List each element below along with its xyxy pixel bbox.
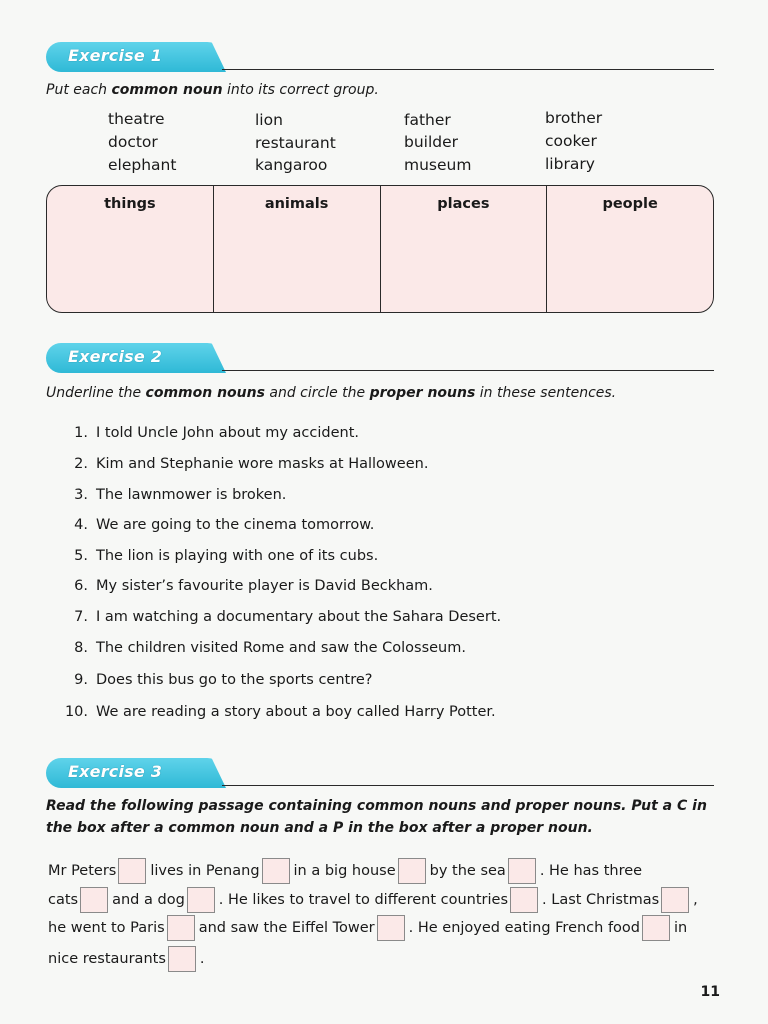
sentence-item: 8. The children visited Rome and saw the Colosseum. — [74, 640, 466, 656]
answer-box[interactable] — [398, 858, 426, 884]
answer-box[interactable] — [118, 858, 146, 884]
exercise-3-instruction: Read the following passage containing common nouns and proper nouns. Put a C in the box after a common noun and a P in the box after a proper noun. — [46, 798, 707, 836]
column-header: animals — [264, 196, 329, 212]
noun-group-table — [46, 185, 714, 313]
answer-box[interactable] — [187, 887, 215, 913]
column-things[interactable] — [47, 186, 214, 312]
column-people[interactable] — [547, 186, 713, 312]
exercise-1-label: Exercise 1 — [68, 46, 163, 65]
answer-box[interactable] — [508, 858, 536, 884]
passage-line: Mr Peters lives in Penang in a big house by the sea . He has three — [48, 858, 642, 884]
answer-box[interactable] — [168, 946, 196, 972]
answer-box[interactable] — [661, 887, 689, 913]
sentence-item: 1. I told Uncle John about my accident. — [74, 425, 359, 441]
word: restaurant — [255, 134, 336, 152]
passage-line: nice restaurants . — [48, 946, 205, 972]
header-rule — [222, 69, 714, 71]
column-places[interactable] — [381, 186, 548, 312]
column-animals[interactable] — [214, 186, 381, 312]
answer-box[interactable] — [262, 858, 290, 884]
header-rule — [222, 785, 714, 787]
passage-line: cats and a dog . He likes to travel to different countries . Last Christmas , — [48, 887, 698, 913]
sentence-item: 3. The lawnmower is broken. — [74, 487, 287, 503]
word: museum — [404, 156, 472, 174]
exercise-2-label: Exercise 2 — [68, 347, 163, 366]
header-rule — [222, 370, 714, 372]
sentence-item: 9. Does this bus go to the sports centre? — [74, 672, 373, 688]
page-number: 11 — [700, 984, 720, 1000]
word: kangaroo — [255, 156, 328, 174]
column-header: places — [437, 196, 490, 212]
sentence-item: 7. I am watching a documentary about the Sahara Desert. — [74, 609, 502, 625]
sentence-item: 2. Kim and Stephanie wore masks at Halloween. — [74, 456, 429, 472]
word: lion — [255, 111, 283, 129]
answer-box[interactable] — [642, 915, 670, 941]
sentence-item: 5. The lion is playing with one of its cubs. — [74, 548, 379, 564]
answer-box[interactable] — [510, 887, 538, 913]
column-header: things — [104, 196, 156, 212]
word: father — [404, 111, 451, 129]
column-header: people — [602, 196, 658, 212]
exercise-2-header — [46, 343, 714, 373]
answer-box[interactable] — [377, 915, 405, 941]
exercise-1-header — [46, 42, 714, 72]
sentence-item: 4. We are going to the cinema tomorrow. — [74, 517, 375, 533]
exercise-2-instruction: Underline the common nouns and circle the proper nouns in these sentences. — [46, 385, 617, 401]
word: theatre — [108, 110, 165, 128]
word: library — [545, 155, 595, 173]
exercise-3-label: Exercise 3 — [68, 762, 163, 781]
sentence-item: 6. My sister’s favourite player is David Beckham. — [74, 578, 433, 594]
exercise-1-instruction: Put each common noun into its correct group. — [46, 82, 379, 98]
word: brother — [545, 109, 603, 127]
exercise-3-header — [46, 758, 714, 788]
passage-line: he went to Paris and saw the Eiffel Tower . He enjoyed eating French food in — [48, 915, 687, 941]
word: cooker — [545, 132, 597, 150]
word: doctor — [108, 133, 158, 151]
word: builder — [404, 133, 459, 151]
word: elephant — [108, 156, 177, 174]
answer-box[interactable] — [80, 887, 108, 913]
answer-box[interactable] — [167, 915, 195, 941]
sentence-item: 10. We are reading a story about a boy called Harry Potter. — [64, 704, 496, 720]
